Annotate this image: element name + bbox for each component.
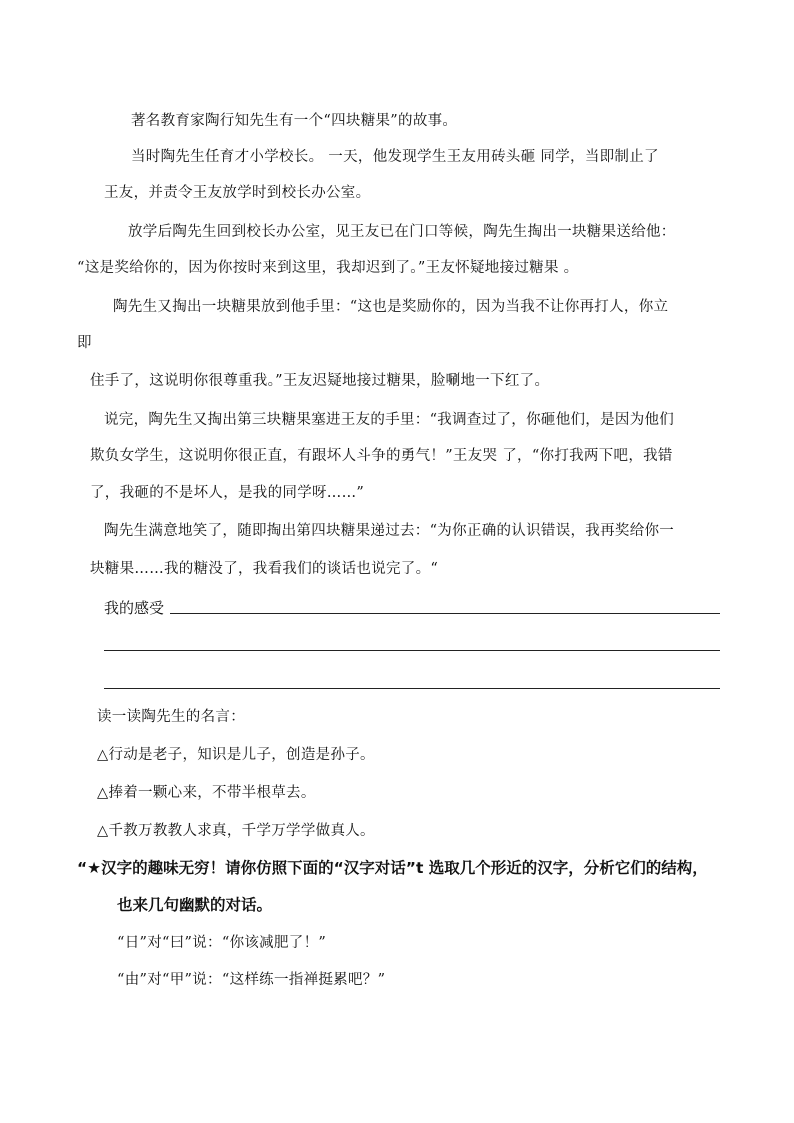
quotes-intro: 读一读陶先生的名言：: [97, 709, 245, 725]
task-instruction: “★汉字的趣味无穷！请你仿照下面的“汉字对话”t 选取几个形近的汉字，分析它们的结构，: [77, 859, 708, 877]
story-line: 陶先生满意地笑了，随即掏出第四块糖果递过去：“为你正确的认识错误，我再奖给你一: [104, 523, 675, 539]
story-line: “这是奖给你的，因为你按时来到这里，我却迟到了。”王友怀疑地接过糖果 。: [77, 260, 579, 276]
quote-item: △行动是老子，知识是儿子，创造是孙子。: [97, 747, 375, 763]
story-line: 著名教育家陶行知先生有一个“四块糖果”的故事。: [131, 113, 458, 129]
story-line: 说完，陶先生又掏出第三块糖果塞进王友的手里：“我调查过了，你砸他们，是因为他们: [104, 412, 675, 428]
story-line: 放学后陶先生回到校长办公室，见王友已在门口等候，陶先生掏出一块糖果送给他：: [128, 224, 676, 240]
example-dialogue: “由”对“甲”说：“这样练一指禅挺累吧？”: [117, 972, 386, 988]
answer-line-1[interactable]: [170, 613, 720, 614]
example-dialogue: “日”对“曰”说：“你该减肥了！”: [117, 935, 327, 951]
quote-item: △千教万教教人求真，千学万学学做真人。: [97, 823, 375, 839]
story-line: 欺负女学生，这说明你很正直，有跟坏人斗争的勇气！”王友哭 了，“你打我两下吧，我错: [90, 448, 673, 464]
story-line: 即: [77, 335, 92, 351]
story-line: 当时陶先生任育才小学校长。 一天，他发现学生王友用砖头砸 同学，当即制止了: [131, 149, 659, 165]
task-instruction-cont: 也来几句幽默的对话。: [117, 896, 273, 914]
feeling-answer-row[interactable]: [104, 597, 720, 619]
story-line: 住手了，这说明你很尊重我。”王友迟疑地接过糖果，脸唰地一下红了。: [90, 373, 550, 389]
story-line: 陶先生又掏出一块糖果放到他手里：“这也是奖励你的，因为当我不让你再打人，你立: [113, 299, 669, 315]
story-line: 王友，并责令王友放学时到校长办公室。: [104, 185, 371, 201]
quote-item: △捧着一颗心来，不带半根草去。: [97, 785, 316, 801]
story-line: 块糖果……我的糖没了，我看我们的谈话也说完了。“: [90, 561, 439, 577]
answer-line-3[interactable]: [104, 688, 720, 689]
answer-line-2[interactable]: [104, 650, 720, 651]
story-line: 了，我砸的不是坏人，是我的同学呀……”: [90, 485, 365, 501]
feeling-label: 我的感受: [104, 599, 165, 617]
